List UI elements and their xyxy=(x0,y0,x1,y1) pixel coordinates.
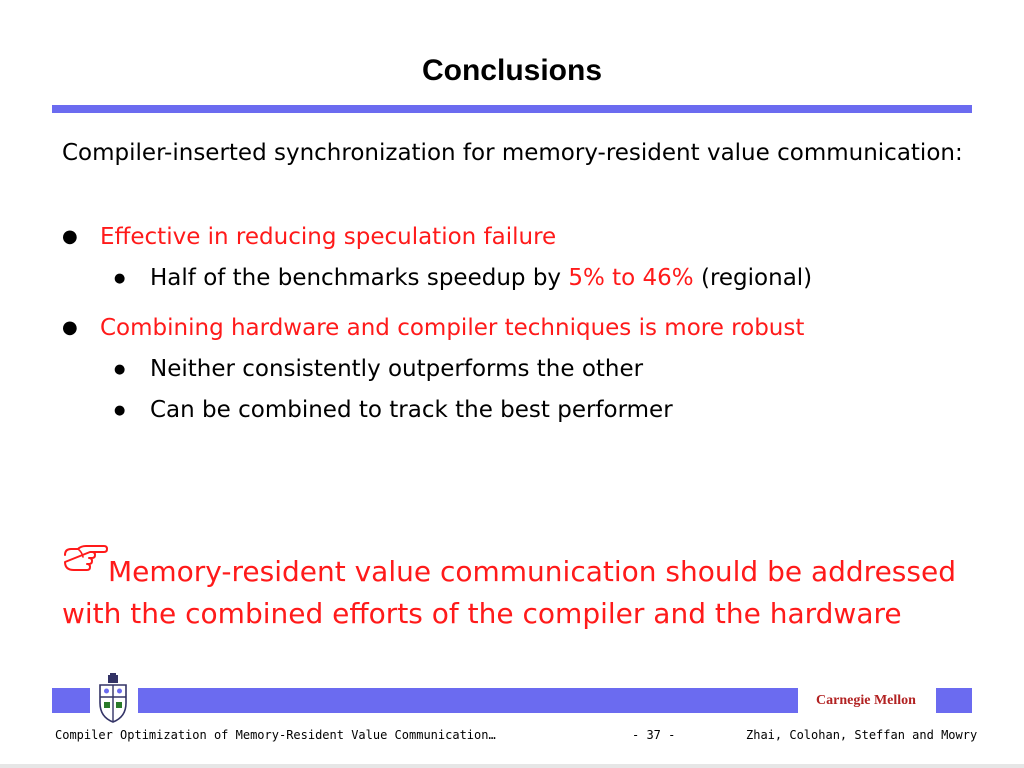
bullet-dot-icon: ● xyxy=(114,403,126,418)
sub-bullet-item xyxy=(110,394,673,427)
university-crest-icon xyxy=(94,673,132,723)
bullet-dot-icon: ● xyxy=(114,271,126,286)
footer-bar-left xyxy=(52,688,90,713)
institution-name: Carnegie Mellon xyxy=(800,688,932,713)
conclusion-text: Memory-resident value communication should be addressed with the combined efforts of the compiler and the hardware xyxy=(62,555,956,630)
footer-bar-right xyxy=(936,688,972,713)
bullet-text: Combining hardware and compiler techniques is more robust xyxy=(100,315,805,341)
footer-authors: Zhai, Colohan, Steffan and Mowry xyxy=(746,728,978,742)
sub-bullet-item xyxy=(110,262,812,295)
intro-text: Compiler-inserted synchronization for memory-resident value communication: xyxy=(62,140,963,166)
bullet-item xyxy=(62,312,804,344)
bullet-text: Effective in reducing speculation failure xyxy=(100,224,557,250)
bullet-dot-icon: ● xyxy=(62,226,78,247)
pointing-hand-icon xyxy=(62,543,108,573)
conclusion-statement xyxy=(62,543,962,635)
page-number: - 37 - xyxy=(632,728,676,742)
sub-bullet-text: Half of the benchmarks speedup by xyxy=(150,265,569,291)
footer-talk-title: Compiler Optimization of Memory-Resident Value Communication… xyxy=(55,728,496,742)
bullet-dot-icon: ● xyxy=(62,317,78,338)
sub-bullet-item xyxy=(110,353,643,386)
bullet-item xyxy=(62,221,556,253)
sub-bullet-suffix: (regional) xyxy=(693,265,813,291)
sub-bullet-text: Can be combined to track the best performer xyxy=(150,397,673,423)
speedup-range: 5% to 46% xyxy=(568,265,694,291)
slide-title: Conclusions xyxy=(421,54,602,87)
bullet-dot-icon: ● xyxy=(114,362,126,377)
page-bottom-edge xyxy=(0,764,1024,768)
footer-bar-middle xyxy=(138,688,798,713)
sub-bullet-text: Neither consistently outperforms the other xyxy=(150,356,644,382)
title-divider xyxy=(52,105,972,113)
